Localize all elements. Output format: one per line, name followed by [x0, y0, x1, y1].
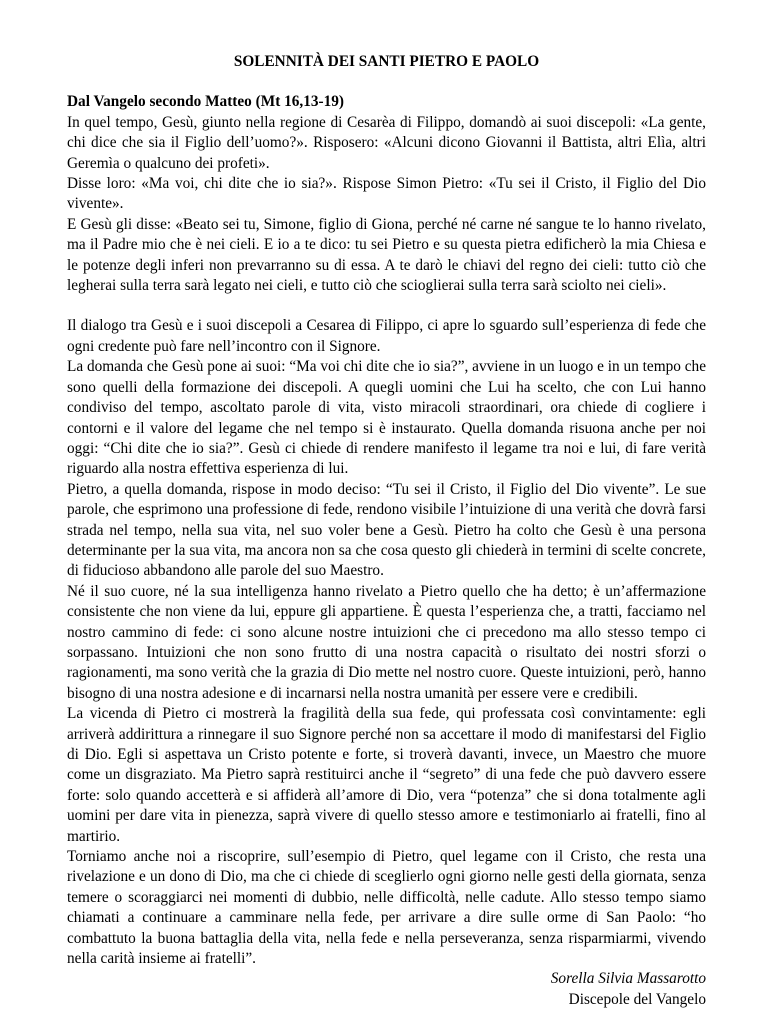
- signature-affiliation: Discepole del Vangelo: [568, 990, 706, 1008]
- gospel-section: [67, 92, 706, 296]
- gospel-paragraph: In quel tempo, Gesù, giunto nella regione di Cesarèa di Filippo, domandò ai suoi discepoli: «La gente, chi dice che sia il Figlio dell’uomo?». Risposero: «Alcuni dicono Giovanni il Battista, altri Elìa, altri Geremìa o qualcuno dei profeti».: [67, 113, 706, 172]
- gospel-paragraph: E Gesù gli disse: «Beato sei tu, Simone, figlio di Giona, perché né carne né sangue te lo hanno rivelato, ma il Padre mio che è nei cieli. E io a te dico: tu sei Pietro e su questa pietra edificherò la mia Chiesa e le potenze degli inferi non prevarranno su di essa. A te darò le chiavi del regno dei cieli: tutto ciò che legherai sulla terra sarà legato nei cieli, e tutto ciò che scioglierai sulla terra sarà sciolto nei cieli».: [67, 215, 706, 295]
- commentary-paragraph: La domanda che Gesù pone ai suoi: “Ma voi chi dite che io sia?”, avviene in un luogo e in un tempo che sono quelli della formazione dei discepoli. A quegli uomini che Lui ha scelto, che con Lui hanno condiviso del tempo, ascoltato parole di vita, visto miracoli straordinari, ora chiede di cogliere i contorni e il valore del legame che nel tempo si è instaurato. Quella domanda risuona anche per noi oggi: “Chi dite che io sia?”. Gesù ci chiede di rendere manifesto il legame tra noi e lui, di fare verità riguardo alla nostra effettiva esperienza di lui.: [67, 358, 706, 478]
- commentary-paragraph: Il dialogo tra Gesù e i suoi discepoli a Cesarea di Filippo, ci apre lo sguardo sull’esperienza di fede che ogni credente può fare nell’incontro con il Signore.: [67, 317, 706, 355]
- document-title: SOLENNITÀ DEI SANTI PIETRO E PAOLO: [233, 53, 540, 70]
- signature-name: Sorella Silvia Massarotto: [550, 970, 706, 988]
- gospel-paragraph: Disse loro: «Ma voi, chi dite che io sia?». Rispose Simon Pietro: «Tu sei il Cristo, il Figlio del Dio vivente».: [67, 175, 706, 213]
- signature-block: [67, 969, 706, 1010]
- commentary-section: [67, 316, 706, 969]
- commentary-paragraph: Pietro, a quella domanda, rispose in modo deciso: “Tu sei il Cristo, il Figlio del Dio vivente”. Le sue parole, che esprimono una professione di fede, rendono visibile l’intuizione di una verità che dovrà farsi strada nel tempo, nella sua vita, nel suo voler bene a Gesù. Pietro ha colto che Gesù è una persona determinante per la sua vita, ma ancora non sa che cosa questo gli chiederà in termini di scelte concrete, di fiducioso abbandono alle parole del suo Maestro.: [67, 480, 706, 580]
- commentary-paragraph: La vicenda di Pietro ci mostrerà la fragilità della sua fede, qui professata così convintamente: egli arriverà addirittura a rinnegare il suo Signore perché non sa accettare il modo di manifestarsi del Figlio di Dio. Egli si aspettava un Cristo potente e forte, si troverà davanti, invece, un Maestro che muore come un disgraziato. Ma Pietro saprà restituirci anche il “segreto” di una fede che può davvero essere forte: solo quando accetterà e si affiderà all’amore di Dio, vera “potenza” che si dona totalmente agli uomini per dare vita in pienezza, saprà vivere di quello stesso amore e testimoniarlo ai fratelli, fino al martirio.: [67, 705, 706, 845]
- commentary-paragraph: Torniamo anche noi a riscoprire, sull’esempio di Pietro, quel legame con il Cristo, che resta una rivelazione e un dono di Dio, ma che ci chiede di sceglierlo ogni giorno nelle gesti della giornata, senza temere o scoraggiarci nei momenti di dubbio, nelle difficoltà, nelle cadute. Allo stesso tempo siamo chiamati a continuare a camminare nella fede, per arrivare a dire sulle orme di San Paolo: “ho combattuto la buona battaglia della vita, nella fede e nella perseveranza, senza risparmiarmi, vivendo nella carità insieme ai fratelli”.: [67, 848, 706, 968]
- gospel-heading: Dal Vangelo secondo Matteo (Mt 16,13-19): [67, 93, 345, 111]
- commentary-paragraph: Né il suo cuore, né la sua intelligenza hanno rivelato a Pietro quello che ha detto; è un’affermazione consistente che non viene da lui, eppure gli appartiene. È questa l’esperienza che, a tratti, facciamo nel nostro cammino di fede: ci sono alcune nostre intuizioni che ci precedono ma allo stesso tempo ci sorpassano. Intuizioni che non sono frutto di una nostra capacità o risultato dei nostri sforzi o ragionamenti, ma sono verità che la grazia di Dio mette nel nostro cuore. Queste intuizioni, però, hanno bisogno di una nostra adesione e di incarnarsi nella nostra umanità per essere vere e credibili.: [67, 582, 706, 702]
